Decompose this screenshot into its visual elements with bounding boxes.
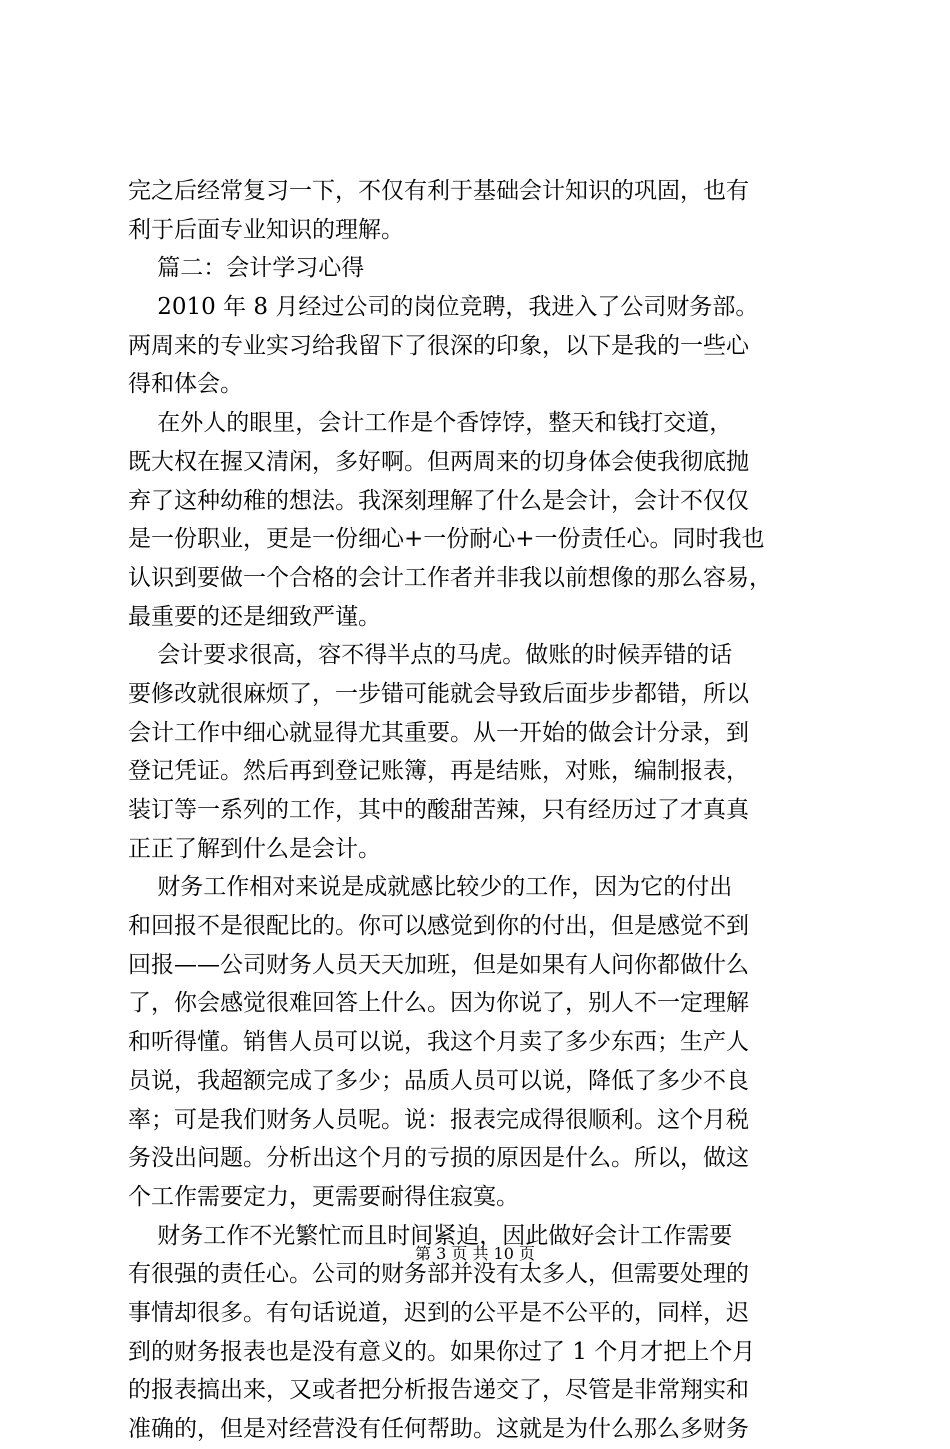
text-line: 准确的，但是对经营没有任何帮助。这就是为什么那么多财务 [128, 1416, 749, 1442]
text-line: 最重要的还是细致严谨。 [128, 603, 381, 630]
text-line: 在外人的眼里，会计工作是个香饽饽，整天和钱打交道， [128, 410, 733, 437]
text-line: 了，你会感觉很难回答上什么。因为你说了，别人不一定理解 [128, 990, 749, 1017]
text-line: 率；可是我们财务人员呢。说：报表完成得很顺利。这个月税 [128, 1106, 749, 1133]
text-line: 有很强的责任心。公司的财务部并没有太多人，但需要处理的 [128, 1261, 749, 1288]
text-line: 个工作需要定力，更需要耐得住寂寞。 [128, 1183, 519, 1210]
text-line: 装订等一系列的工作，其中的酸甜苦辣，只有经历过了才真真 [128, 797, 749, 823]
text-line: 登记凭证。然后再到登记账簿，再是结账，对账，编制报表， [128, 758, 749, 785]
text-line: 两周来的专业实习给我留下了很深的印象，以下是我的一些心 [128, 332, 749, 359]
text-line: 和听得懂。销售人员可以说，我这个月卖了多少东西；生产人 [128, 1029, 749, 1056]
text-line: 认识到要做一个合格的会计工作者并非我以前想像的那么容易， [128, 564, 772, 591]
text-line: 是一份职业，更是一份细心+一份耐心+一份责任心。同时我也 [128, 526, 765, 553]
text-line: 篇二：会计学习心得 [128, 255, 365, 282]
text-line: 正正了解到什么是会计。 [128, 835, 381, 862]
text-line: 务没出问题。分析出这个月的亏损的原因是什么。所以，做这 [128, 1145, 749, 1172]
text-line: 既大权在握又清闲，多好啊。但两周来的切身体会使我彻底抛 [128, 448, 749, 475]
text-line: 到的财务报表也是没有意义的。如果你过了 1 个月才把上个月 [128, 1338, 756, 1365]
text-line: 财务工作相对来说是成就感比较少的工作，因为它的付出 [128, 874, 733, 901]
text-line: 员说，我超额完成了多少；品质人员可以说，降低了多少不良 [128, 1067, 749, 1094]
text-line: 得和体会。 [128, 371, 243, 398]
text-line: 事情却很多。有句话说道，迟到的公平是不公平的，同样，迟 [128, 1299, 749, 1326]
text-line: 的报表搞出来，又或者把分析报告递交了，尽管是非常翔实和 [128, 1377, 749, 1404]
page-footer: 第 3 页 共 10 页 [415, 1244, 535, 1263]
text-line: 会计工作中细心就显得尤其重要。从一开始的做会计分录，到 [128, 719, 749, 746]
text-line: 和回报不是很配比的。你可以感觉到你的付出，但是感觉不到 [128, 913, 749, 940]
text-line: 2010 年 8 月经过公司的岗位竞聘，我进入了公司财务部。 [128, 294, 759, 321]
text-line: 要修改就很麻烦了，一步错可能就会导致后面步步都错，所以 [128, 680, 749, 707]
text-line: 弃了这种幼稚的想法。我深刻理解了什么是会计，会计不仅仅 [128, 487, 749, 514]
text-line: 完之后经常复习一下，不仅有利于基础会计知识的巩固，也有 [128, 178, 749, 204]
text-line: 财务工作不光繁忙而且时间紧迫，因此做好会计工作需要 [128, 1222, 733, 1249]
text-line: 利于后面专业知识的理解。 [128, 216, 404, 243]
text-line: 回报——公司财务人员天天加班，但是如果有人问你都做什么 [128, 951, 749, 978]
text-line: 会计要求很高，容不得半点的马虎。做账的时候弄错的话 [128, 642, 733, 669]
